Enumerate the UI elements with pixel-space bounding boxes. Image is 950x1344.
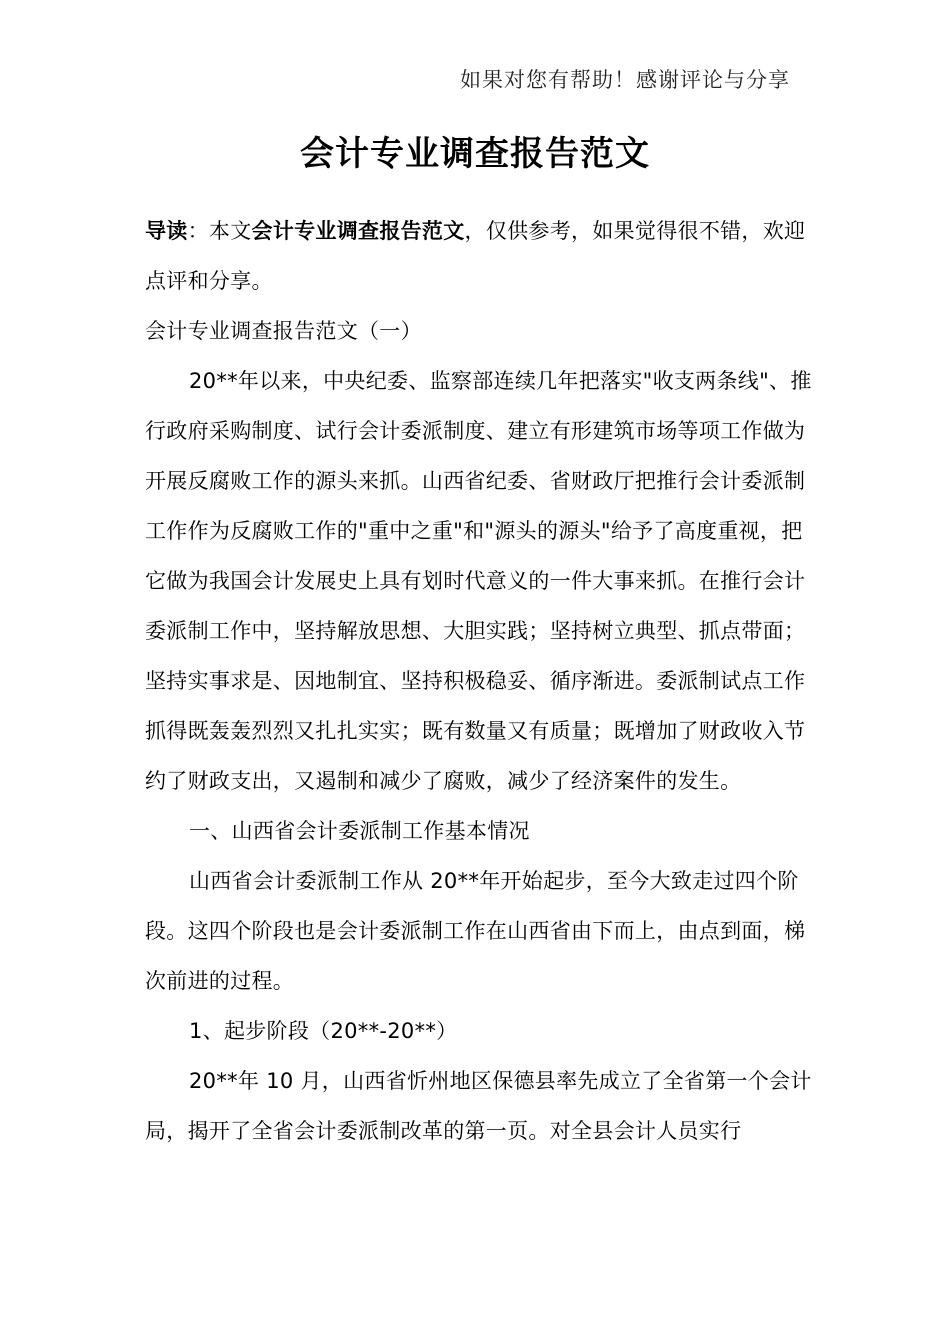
- document-body: [145, 206, 815, 1156]
- paragraph-3: 20**年 10 月，山西省忻州地区保德县率先成立了全省第一个会计局，揭开了全省会计委派制改革的第一页。对全县会计人员实行: [145, 1069, 812, 1143]
- intro-pre: 本文: [208, 219, 252, 243]
- intro-colon: ：: [187, 219, 209, 243]
- heading-2: 1、起步阶段（20**-20**）: [189, 1019, 458, 1043]
- intro-paragraph: [145, 206, 815, 306]
- paragraph-1: 20**年以来，中央纪委、监察部连续几年把落实"收支两条线"、推行政府采购制度、试行会计委派制度、建立有形建筑市场等项工作做为开展反腐败工作的源头来抓。山西省纪委、省财政厅把推行会计委派制工作作为反腐败工作的"重中之重"和"源头的源头"给予了高度重视，把它做为我国会计发展史上具有划时代意义的一件大事来抓。在推行会计委派制工作中，坚持解放思想、大胆实践；坚持树立典型、抓点带面；坚持实事求是、因地制宜、坚持积极稳妥、循序渐进。委派制试点工作抓得既轰轰烈烈又扎扎实实；既有数量又有质量；既增加了财政收入节约了财政支出，又遏制和减少了腐败，减少了经济案件的发生。: [145, 369, 812, 793]
- intro-bold-title: 会计专业调查报告范文: [251, 219, 465, 243]
- heading-1: 一、山西省会计委派制工作基本情况: [189, 819, 530, 843]
- intro-post: ，仅供参考，如果觉得很不错，欢迎点评和分享。: [145, 219, 806, 293]
- document-title: 会计专业调查报告范文: [300, 134, 650, 174]
- paragraph-2: 山西省会计委派制工作从 20**年开始起步，至今大致走过四个阶段。这四个阶段也是会计委派制工作在山西省由下而上，由点到面，梯次前进的过程。: [145, 869, 806, 993]
- header-note: 如果对您有帮助！感谢评论与分享: [460, 68, 790, 92]
- section-title: 会计专业调查报告范文（一）: [145, 319, 422, 343]
- intro-label: 导读: [145, 219, 188, 243]
